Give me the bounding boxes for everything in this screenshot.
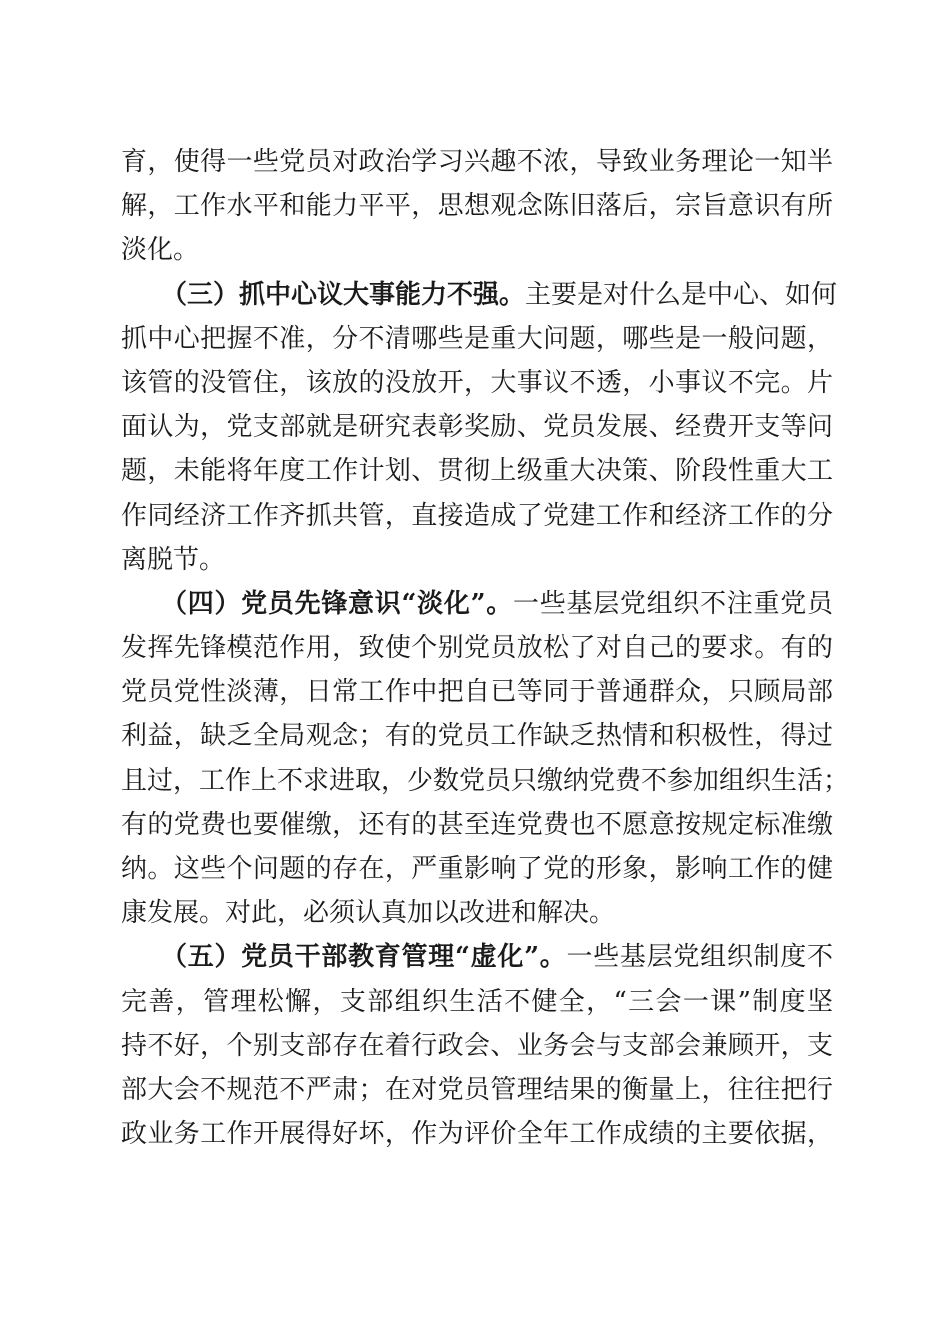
text-line	[121, 582, 833, 626]
text-line: 解，工作水平和能力平平，思想观念陈旧落后，宗旨意识有所	[121, 191, 833, 222]
text-line: 发挥先锋模范作用，致使个别党员放松了对自己的要求。有的	[121, 633, 833, 664]
text-line: 且过，工作上不求进取，少数党员只缴纳党费不参加组织生活；	[121, 765, 850, 796]
text-line: 利益，缺乏全局观念；有的党员工作缺乏热情和积极性，得过	[121, 721, 833, 752]
text-run: 一些基层党组织不注重党员	[513, 588, 833, 619]
paragraph-five	[121, 935, 833, 1156]
text-line	[121, 935, 833, 979]
text-line	[121, 273, 838, 317]
text-line: 作同经济工作齐抓共管，直接造成了党建工作和经济工作的分	[121, 500, 833, 531]
text-run: 主要是对什么是中心、如何	[525, 279, 838, 310]
text-line: 部大会不规范不严肃；在对党员管理结果的衡量上，往往把行	[121, 1074, 833, 1105]
text-line: 政业务工作开展得好坏，作为评价全年工作成绩的主要依据，	[121, 1119, 833, 1150]
paragraph-continued	[121, 140, 833, 273]
text-line: 有的党费也要催缴，还有的甚至连党费也不愿意按规定标准缴	[121, 809, 833, 840]
text-line: 离脱节。	[121, 544, 226, 575]
section-heading-four: （四）党员先锋意识“淡化”。	[161, 588, 514, 619]
paragraph-three	[121, 273, 838, 582]
text-line: 题，未能将年度工作计划、贯彻上级重大决策、阶段性重大工	[121, 456, 833, 487]
text-line: 面认为，党支部就是研究表彰奖励、党员发展、经费开支等问	[121, 412, 833, 443]
text-line: 抓中心把握不准，分不清哪些是重大问题，哪些是一般问题，	[121, 323, 833, 354]
text-line: 康发展。对此，必须认真加以改进和解决。	[121, 898, 616, 929]
text-line: 该管的没管住，该放的没放开，大事议不透，小事议不完。片	[121, 367, 833, 398]
section-heading-three: （三）抓中心议大事能力不强。	[161, 279, 526, 310]
text-run: 一些基层党组织制度不	[566, 942, 833, 973]
text-line: 党员党性淡薄，日常工作中把自已等同于普通群众，只顾局部	[121, 677, 833, 708]
paragraph-four	[121, 582, 850, 936]
text-line: 持不好，个别支部存在着行政会、业务会与支部会兼顾开，支	[121, 1030, 833, 1061]
text-line: 淡化。	[121, 235, 200, 266]
section-heading-five: （五）党员干部教育管理“虚化”。	[161, 942, 567, 973]
text-line: 完善，管理松懈，支部组织生活不健全，“三会一课”制度坚	[121, 986, 833, 1017]
text-line: 纳。这些个问题的存在，严重影响了党的形象，影响工作的健	[121, 854, 833, 884]
document-body	[121, 140, 850, 1156]
text-line: 育，使得一些党员对政治学习兴趣不浓，导致业务理论一知半	[121, 147, 833, 177]
